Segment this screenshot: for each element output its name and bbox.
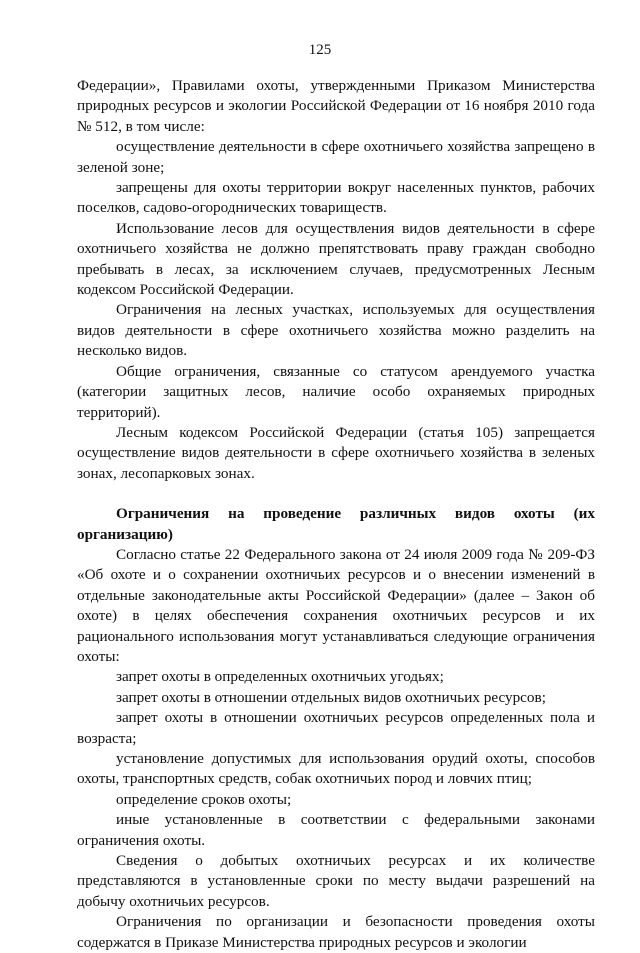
section-heading: Ограничения на проведение различных видов охоты (их организацию)	[77, 505, 595, 543]
list-item: определение сроков охоты;	[116, 790, 292, 808]
paragraph: Ограничения по организации и безопасности проведения охоты содержатся в Приказе Министерства природных ресурсов и экологии	[77, 913, 595, 951]
paragraph: Использование лесов для осуществления видов деятельности в сфере охотничьего хозяйства не должно препятствовать праву граждан свободно пребывать в лесах, за исключением случаев, предусмотренных Лесным кодексом Российской Федерации.	[77, 219, 595, 299]
paragraph: Ограничения на лесных участках, используемых для осуществления видов деятельности в сфере охотничьего хозяйства можно разделить на несколько видов.	[77, 301, 595, 360]
list-item: запрет охоты в определенных охотничьих угодьях;	[116, 668, 444, 686]
paragraph: запрещены для охоты территории вокруг населенных пунктов, рабочих поселков, садово-огороднических товариществ.	[77, 179, 595, 217]
paragraph: Федерации», Правилами охоты, утвержденными Приказом Министерства природных ресурсов и экологии Российской Федерации от 16 ноября 2010 года № 512, в том числе:	[77, 77, 595, 135]
section-gap	[77, 484, 595, 504]
list-item: запрет охоты в отношении отдельных видов охотничьих ресурсов;	[116, 688, 546, 706]
list-item: запрет охоты в отношении охотничьих ресурсов определенных пола и возраста;	[77, 709, 595, 747]
paragraph: Согласно статье 22 Федерального закона от 24 июля 2009 года № 209-ФЗ «Об охоте и о сохранении охотничьих ресурсов и о внесении изменений в отдельные законодательные акты Российской Федерации» (далее – Закон об охоте) в целях обеспечения сохранения охотничьих ресурсов и их рационального использования могут устанавливаться следующие ограничения охоты:	[77, 545, 595, 665]
paragraph: Лесным кодексом Российской Федерации (статья 105) запрещается осуществление видов деятельности в сфере охотничьего хозяйства в зеленых зонах, лесопарковых зонах.	[77, 423, 595, 482]
paragraph: Общие ограничения, связанные со статусом арендуемого участка (категории защитных лесов, наличие особо охраняемых природных территорий).	[77, 362, 595, 421]
page-content	[77, 76, 595, 953]
list-item: иные установленные в соответствии с федеральными законами ограничения охоты.	[77, 811, 595, 849]
page-number: 125	[308, 42, 332, 58]
list-item: установление допустимых для использования орудий охоты, способов охоты, транспортных средств, собак охотничьих пород и ловчих птиц;	[77, 750, 595, 788]
paragraph: осуществление деятельности в сфере охотничьего хозяйства запрещено в зеленой зоне;	[77, 138, 595, 176]
paragraph: Сведения о добытых охотничьих ресурсах и их количестве представляются в установленные сроки по месту выдачи разрешений на добычу охотничьих ресурсов.	[77, 852, 595, 910]
